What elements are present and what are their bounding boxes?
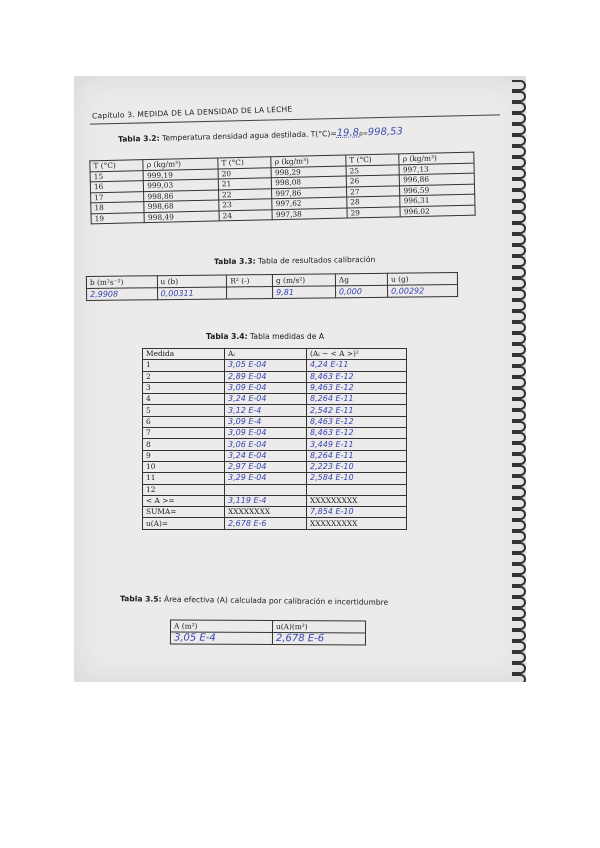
deviation-value: 9,463 E-12 xyxy=(307,382,407,393)
table-3-3-caption xyxy=(214,255,375,266)
area-value: 3,09 E-04 xyxy=(225,382,307,393)
table-cell: 998,29 xyxy=(271,166,346,178)
header-cell: u (b) xyxy=(157,275,227,288)
deviation-value: 8,463 E-12 xyxy=(307,416,407,427)
value-cell: 2,9908 xyxy=(87,288,158,301)
spiral-ring xyxy=(512,652,526,663)
spiral-ring xyxy=(512,377,526,388)
area-value: 3,09 E-04 xyxy=(225,428,307,439)
caption-label: Tabla 3.5: xyxy=(119,594,162,604)
table-cell: 998,86 xyxy=(144,189,219,201)
value-cell xyxy=(227,286,273,298)
rho-value: 998,53 xyxy=(367,126,403,139)
table-row xyxy=(143,428,407,439)
spiral-ring xyxy=(512,234,526,245)
mean-blank: XXXXXXXXX xyxy=(307,495,407,506)
spiral-ring xyxy=(512,597,526,608)
area-value: 3,24 E-04 xyxy=(225,394,307,405)
spiral-ring xyxy=(512,157,526,168)
table-cell: 28 xyxy=(347,196,401,208)
spiral-ring xyxy=(512,300,526,311)
temperature-value: 19,8 xyxy=(336,127,360,139)
density-table xyxy=(89,152,475,225)
measure-index: 9 xyxy=(143,450,225,461)
spiral-ring xyxy=(512,564,526,575)
sum-value: 7,854 E-10 xyxy=(307,507,407,518)
area-result: 3,05 E-4 xyxy=(170,632,272,645)
spiral-ring xyxy=(512,278,526,289)
deviation-value: 3,449 E-11 xyxy=(307,439,407,450)
spiral-ring xyxy=(512,179,526,190)
caption-label: Tabla 3.3: xyxy=(213,256,256,267)
table-cell: 23 xyxy=(219,199,273,211)
table-row xyxy=(143,484,407,495)
spiral-ring xyxy=(512,245,526,256)
header-cell: A (m²) xyxy=(171,620,273,633)
table-row xyxy=(143,394,407,405)
area-value: 3,24 E-04 xyxy=(225,450,307,461)
table-cell: 998,49 xyxy=(144,210,219,222)
area-value: 3,06 E-04 xyxy=(225,439,307,450)
header-cell: u(A)(m²) xyxy=(272,621,365,633)
table-cell: 999,19 xyxy=(143,168,218,180)
area-value: 3,12 E-4 xyxy=(225,405,307,416)
table-cell: 22 xyxy=(219,188,273,200)
spiral-ring xyxy=(512,641,526,652)
measure-index: 8 xyxy=(143,439,225,450)
deviation-value: 8,463 E-12 xyxy=(307,428,407,439)
header-cell: T (°C) xyxy=(218,157,272,169)
deviation-value: 2,542 E-11 xyxy=(307,405,407,416)
table-cell: 18 xyxy=(91,202,145,214)
spiral-ring xyxy=(512,212,526,223)
header-cell: Aᵢ xyxy=(225,349,307,360)
table-cell: 29 xyxy=(347,206,401,218)
measure-index: 11 xyxy=(143,473,225,484)
table-cell: 27 xyxy=(346,185,400,197)
table-cell: 998,68 xyxy=(144,200,219,212)
spiral-ring xyxy=(512,619,526,630)
deviation-value: 8,264 E-11 xyxy=(307,450,407,461)
table-cell: 996,59 xyxy=(400,184,475,196)
spiral-ring xyxy=(512,333,526,344)
value-cell: 0,00311 xyxy=(157,287,227,300)
spiral-ring xyxy=(512,91,526,102)
table-row xyxy=(143,473,407,484)
measure-index: 12 xyxy=(143,484,225,495)
uncertainty-label: u(A)= xyxy=(143,518,225,529)
spiral-ring xyxy=(512,366,526,377)
table-cell: 15 xyxy=(90,170,144,182)
spiral-ring xyxy=(512,311,526,322)
sum-label: SUMA= xyxy=(143,507,225,518)
rho-label: ρ= xyxy=(358,130,368,138)
spiral-ring xyxy=(512,388,526,399)
header-cell: (Aᵢ − < A >)² xyxy=(307,349,407,360)
table-row xyxy=(143,416,407,427)
spiral-ring xyxy=(512,344,526,355)
spiral-ring xyxy=(512,531,526,542)
spiral-ring xyxy=(512,476,526,487)
spiral-ring xyxy=(512,201,526,212)
table-cell: 997,62 xyxy=(272,197,347,209)
spiral-ring xyxy=(512,443,526,454)
header-cell: u (g) xyxy=(387,273,457,286)
spiral-ring xyxy=(512,542,526,553)
table-cell: 997,86 xyxy=(272,187,347,199)
header-cell: Medida xyxy=(143,349,225,360)
area-value: 2,89 E-04 xyxy=(225,371,307,382)
table-row xyxy=(143,360,407,371)
area-value xyxy=(225,484,307,495)
measure-index: 5 xyxy=(143,405,225,416)
table-row xyxy=(143,382,407,393)
table-cell: 24 xyxy=(219,209,273,221)
caption-text: Área efectiva (A) calculada por calibración e incertidumbre xyxy=(163,594,389,607)
caption-text: Temperatura densidad agua destilada. T(°C)= xyxy=(161,129,337,143)
area-value: 3,09 E-4 xyxy=(225,416,307,427)
spiral-binding xyxy=(510,76,526,682)
area-value: 3,29 E-04 xyxy=(225,473,307,484)
table-row xyxy=(143,450,407,461)
spiral-ring xyxy=(512,256,526,267)
table-cell: 25 xyxy=(346,164,400,176)
spiral-ring xyxy=(512,410,526,421)
measure-index: 7 xyxy=(143,428,225,439)
table-row xyxy=(143,405,407,416)
spiral-ring xyxy=(512,223,526,234)
effective-area-values xyxy=(170,632,365,645)
sum-row xyxy=(143,507,407,518)
header-cell: b (m²s⁻²) xyxy=(86,276,157,289)
spiral-ring xyxy=(512,267,526,278)
table-cell: 26 xyxy=(346,175,400,187)
spiral-ring xyxy=(512,465,526,476)
area-value: 3,05 E-04 xyxy=(225,360,307,371)
measure-index: 2 xyxy=(143,371,225,382)
sum-blank: XXXXXXXX xyxy=(225,507,307,518)
spiral-ring xyxy=(512,509,526,520)
spiral-ring xyxy=(512,432,526,443)
effective-area-header xyxy=(171,620,366,633)
area-table-header xyxy=(143,349,407,360)
spiral-ring xyxy=(512,498,526,509)
spiral-ring xyxy=(512,608,526,619)
area-value: 2,97 E-04 xyxy=(225,461,307,472)
header-cell: ρ (kg/m³) xyxy=(399,152,474,164)
value-cell: 0,00292 xyxy=(388,285,458,298)
header-cell: T (°C) xyxy=(346,154,400,166)
value-cell: 9,81 xyxy=(273,286,336,299)
area-measurements-table xyxy=(142,348,407,530)
calibration-results-table xyxy=(86,272,458,301)
spiral-ring xyxy=(512,520,526,531)
table-row xyxy=(143,371,407,382)
caption-text: Tabla medidas de A xyxy=(250,332,325,341)
spiral-ring xyxy=(512,454,526,465)
spiral-ring xyxy=(512,663,526,674)
table-cell: 998,08 xyxy=(272,176,347,188)
table-cell: 996,31 xyxy=(400,194,475,206)
chapter-title: Capítulo 3. MEDIDA DE LA DENSIDAD DE LA LECHE xyxy=(91,104,293,121)
table-cell: 20 xyxy=(218,167,272,179)
spiral-ring xyxy=(512,575,526,586)
spiral-ring xyxy=(512,586,526,597)
uncertainty-row xyxy=(143,518,407,529)
table-cell: 19 xyxy=(91,212,145,224)
spiral-ring xyxy=(512,102,526,113)
table-cell: 999,03 xyxy=(144,179,219,191)
spiral-ring xyxy=(512,322,526,333)
spiral-ring xyxy=(512,146,526,157)
spiral-ring xyxy=(512,135,526,146)
spiral-ring xyxy=(512,355,526,366)
spiral-ring xyxy=(512,630,526,641)
caption-text: Tabla de resultados calibración xyxy=(257,254,376,266)
calibration-values xyxy=(87,285,458,301)
notebook-page xyxy=(74,76,526,682)
uncertainty-value: 2,678 E-6 xyxy=(225,518,307,529)
deviation-value: 8,264 E-11 xyxy=(307,394,407,405)
table-cell: 996,02 xyxy=(400,205,475,217)
measure-index: 10 xyxy=(143,461,225,472)
value-cell: 0,000 xyxy=(335,285,387,298)
spiral-ring xyxy=(512,674,526,682)
spiral-ring xyxy=(512,421,526,432)
spiral-ring xyxy=(512,553,526,564)
measure-index: 6 xyxy=(143,416,225,427)
deviation-value xyxy=(307,484,407,495)
header-cell: T (°C) xyxy=(90,160,144,172)
table-cell: 997,13 xyxy=(399,163,474,175)
table-row xyxy=(143,461,407,472)
measure-index: 4 xyxy=(143,394,225,405)
table-cell: 996,86 xyxy=(400,173,475,185)
measure-index: 1 xyxy=(143,360,225,371)
table-cell: 16 xyxy=(90,181,144,193)
header-cell: Δg xyxy=(335,273,387,286)
uncertainty-blank: XXXXXXXXX xyxy=(307,518,407,529)
spiral-ring xyxy=(512,399,526,410)
deviation-value: 8,463 E-12 xyxy=(307,371,407,382)
measure-index: 3 xyxy=(143,382,225,393)
table-cell: 17 xyxy=(91,191,145,203)
deviation-value: 4,24 E-11 xyxy=(307,360,407,371)
spiral-ring xyxy=(512,289,526,300)
area-uncertainty-result: 2,678 E-6 xyxy=(272,633,365,645)
table-cell: 21 xyxy=(218,178,272,190)
spiral-ring xyxy=(512,487,526,498)
table-cell: 997,38 xyxy=(272,208,347,220)
mean-row xyxy=(143,495,407,506)
deviation-value: 2,584 E-10 xyxy=(307,473,407,484)
table-3-4-caption xyxy=(206,332,324,341)
deviation-value: 2,223 E-10 xyxy=(307,461,407,472)
mean-label: < A >= xyxy=(143,495,225,506)
header-cell: ρ (kg/m³) xyxy=(143,158,218,170)
header-cell: g (m/s²) xyxy=(272,274,335,287)
mean-value: 3,119 E-4 xyxy=(225,495,307,506)
spiral-ring xyxy=(512,80,526,91)
table-row xyxy=(143,439,407,450)
header-cell: ρ (kg/m³) xyxy=(271,155,346,167)
caption-label: Tabla 3.2: xyxy=(117,133,160,144)
spiral-ring xyxy=(512,168,526,179)
spiral-ring xyxy=(512,113,526,124)
caption-label: Tabla 3.4: xyxy=(206,332,248,341)
table-3-2-caption xyxy=(118,126,403,144)
header-cell: R² (-) xyxy=(227,274,273,286)
spiral-ring xyxy=(512,190,526,201)
effective-area-table xyxy=(170,619,366,645)
table-3-5-caption xyxy=(120,594,388,607)
spiral-ring xyxy=(512,124,526,135)
